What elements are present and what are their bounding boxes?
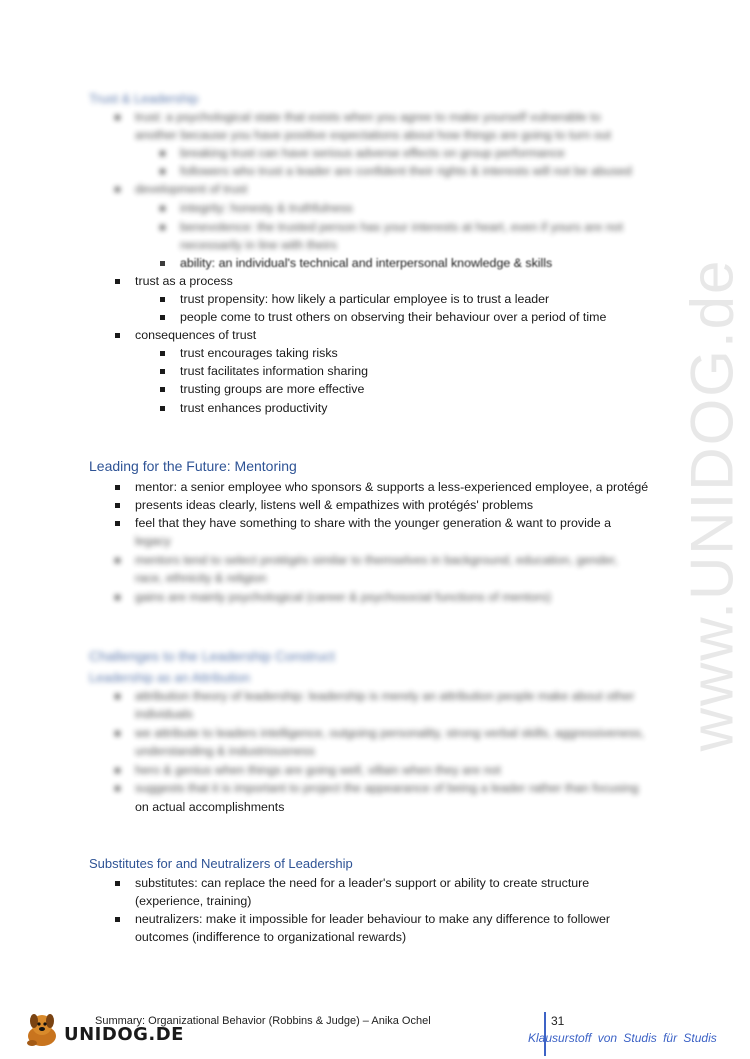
list-item: hero & genius when things are going well, villain when they are not — [135, 763, 501, 777]
bullet — [160, 351, 165, 356]
bullet — [115, 595, 120, 600]
bullet — [115, 558, 120, 563]
bullet — [115, 731, 120, 736]
bullet — [115, 521, 120, 526]
list-item: trust enhances productivity — [180, 401, 328, 415]
bullet — [160, 261, 165, 266]
list-item: development of trust — [135, 182, 248, 196]
section-heading-substitutes: Substitutes for and Neutralizers of Leadership — [89, 856, 353, 871]
list-item: breaking trust can have serious adverse effects on group performance — [180, 146, 565, 160]
bullet — [160, 369, 165, 374]
list-item-continuation: outcomes (indifference to organizational rewards) — [135, 930, 407, 944]
bullet — [115, 485, 120, 490]
bullet — [115, 503, 120, 508]
list-item: substitutes: can replace the need for a leader's support or ability to create structure — [135, 876, 590, 890]
list-item: trust as a process — [135, 274, 233, 288]
bullet — [160, 297, 165, 302]
list-item: ability: an individual's technical and interpersonal knowledge & skills — [180, 256, 553, 270]
list-item: followers who trust a leader are confident their rights & interests will not be abused — [180, 164, 632, 178]
logo-text: UNIDOG.DE — [64, 1024, 184, 1045]
footer-tagline: Klausurstoff von Studis für Studis — [528, 1031, 717, 1045]
bullet — [115, 694, 120, 699]
list-item: trust propensity: how likely a particular employee is to trust a leader — [180, 292, 550, 306]
list-item: trust encourages taking risks — [180, 346, 338, 360]
list-item: presents ideas clearly, listens well & empathizes with protégés' problems — [135, 498, 534, 512]
dog-mascot-icon — [22, 1012, 66, 1048]
list-item: mentors tend to select protégés similar to themselves in background, education, gender, — [135, 553, 618, 567]
list-item-continuation: legacy — [135, 534, 171, 548]
list-item: people come to trust others on observing their behaviour over a period of time — [180, 310, 607, 324]
list-item: trust: a psychological state that exists when you agree to make yourself vulnerable to — [135, 110, 601, 124]
list-item: neutralizers: make it impossible for leader behaviour to make any difference to follower — [135, 912, 610, 926]
bullet — [160, 206, 165, 211]
bullet — [115, 187, 120, 192]
list-item-continuation: individuals — [135, 707, 193, 721]
bullet — [160, 315, 165, 320]
list-item: consequences of trust — [135, 328, 257, 342]
list-item-continuation: another because you have positive expectations about how things are going to turn out — [135, 128, 611, 142]
list-item: trust facilitates information sharing — [180, 364, 369, 378]
section-heading-trust: Trust & Leadership — [89, 91, 199, 106]
list-item: suggests that it is important to project the appearance of being a leader rather than focusing — [135, 781, 639, 795]
section-heading-mentoring: Leading for the Future: Mentoring — [89, 458, 297, 474]
list-item-continuation: (experience, training) — [135, 894, 252, 908]
bullet — [115, 917, 120, 922]
list-item: feel that they have something to share with the younger generation & want to provide a — [135, 516, 611, 530]
bullet — [160, 225, 165, 230]
section-heading-challenges: Challenges to the Leadership Construct — [89, 648, 335, 664]
list-item: attribution theory of leadership: leadership is merely an attribution people make about other — [135, 689, 635, 703]
list-item: benevolence: the trusted person has your interests at heart, even if yours are not — [180, 220, 623, 234]
bullet — [115, 768, 120, 773]
bullet — [115, 881, 120, 886]
bullet — [160, 151, 165, 156]
bullet — [115, 786, 120, 791]
page-number: 31 — [551, 1014, 565, 1028]
list-item: integrity: honesty & truthfulness — [180, 201, 353, 215]
list-item-continuation: necessarily in line with theirs — [180, 238, 338, 252]
bullet — [115, 333, 120, 338]
list-item-continuation: race, ethnicity & religion — [135, 571, 267, 585]
bullet — [160, 169, 165, 174]
list-item-continuation: understanding & industriousness — [135, 744, 315, 758]
footer-summary: Summary: Organizational Behavior (Robbins & Judge) – Anika Ochel — [95, 1015, 431, 1027]
watermark: www.UNIDOG.de — [678, 258, 746, 752]
bullet — [115, 279, 120, 284]
list-item: gains are mainly psychological (career & psychosocial functions of mentors) — [135, 590, 551, 604]
bullet — [160, 406, 165, 411]
list-item-continuation: on actual accomplishments — [135, 800, 285, 814]
list-item: mentor: a senior employee who sponsors & supports a less-experienced employee, a protégé — [135, 480, 649, 494]
list-item: we attribute to leaders intelligence, outgoing personality, strong verbal skills, aggressiveness, — [135, 726, 645, 740]
bullet — [115, 115, 120, 120]
list-item: trusting groups are more effective — [180, 382, 365, 396]
subsection-heading-attribution: Leadership as an Attribution — [89, 670, 251, 685]
bullet — [160, 387, 165, 392]
